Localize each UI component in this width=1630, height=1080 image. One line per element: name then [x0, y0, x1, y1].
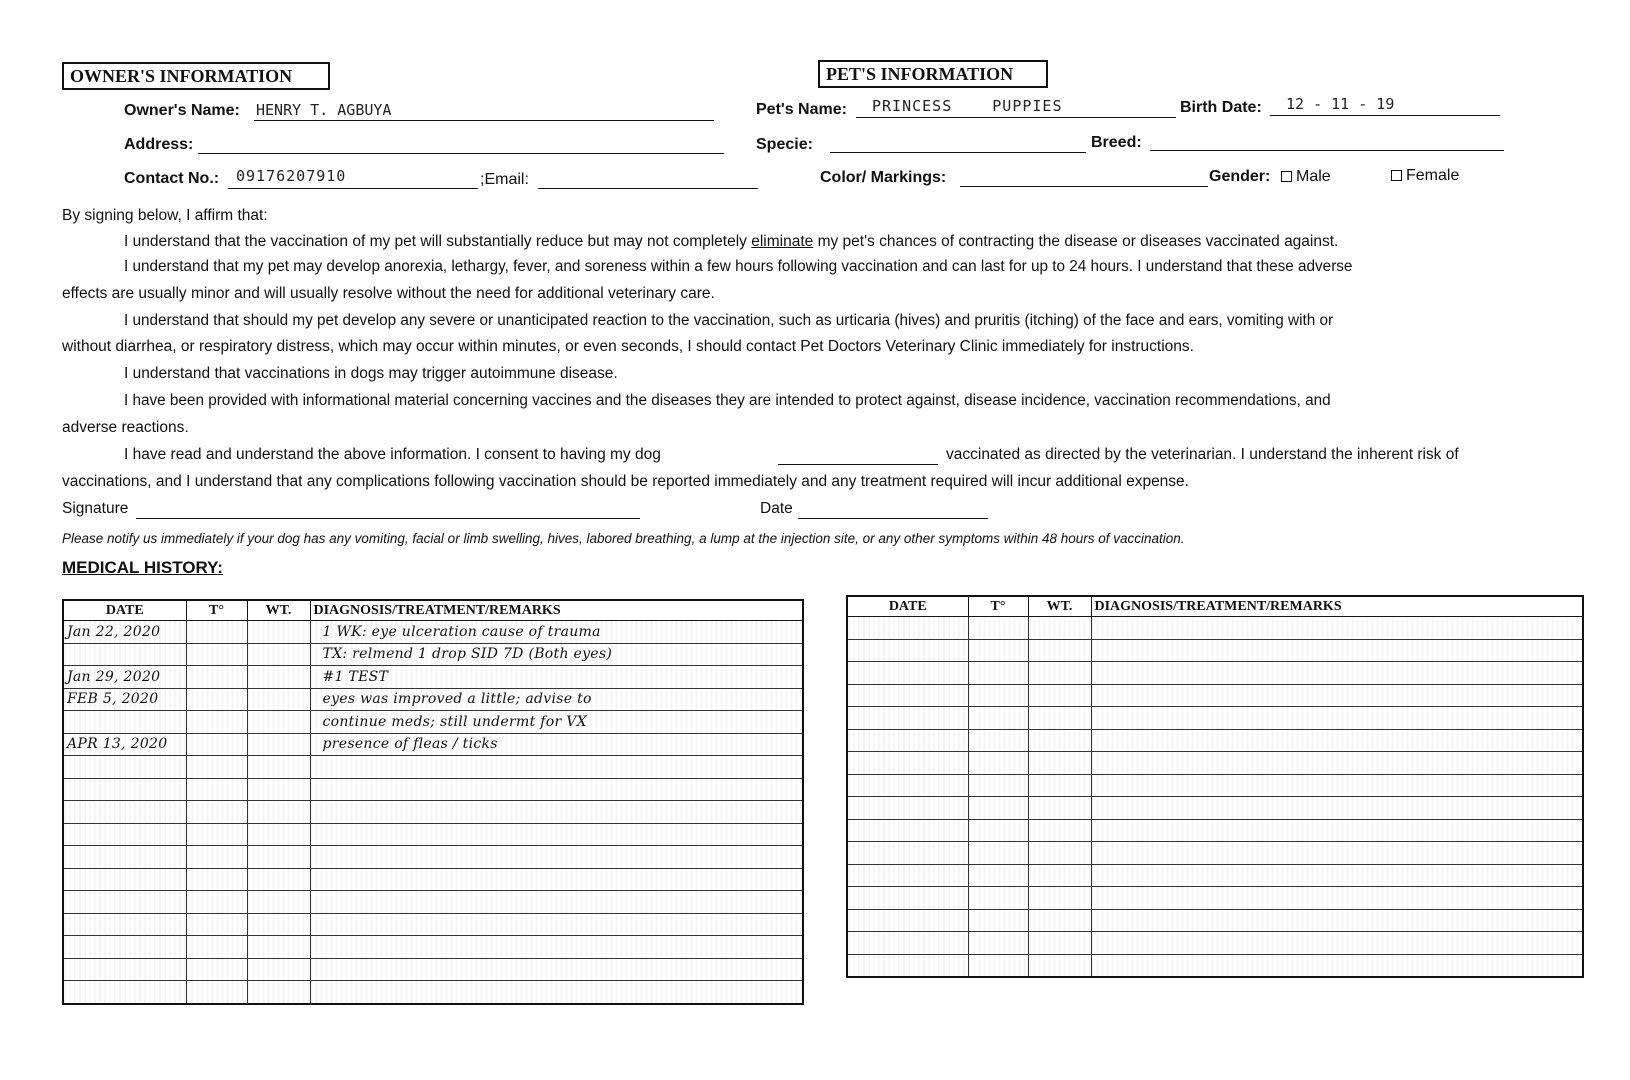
temp-cell[interactable]: [968, 707, 1028, 730]
weight-cell[interactable]: [247, 666, 310, 689]
breed-label: Breed:: [1091, 134, 1142, 151]
table-row: [847, 797, 1583, 820]
pet-name-label: Pet's Name:: [756, 101, 847, 118]
owner-name-value[interactable]: HENRY T. AGBUYA: [256, 101, 392, 119]
temp-cell[interactable]: [968, 864, 1028, 887]
remarks-cell[interactable]: [310, 891, 803, 914]
weight-cell[interactable]: [247, 756, 310, 779]
remarks-cell[interactable]: [1091, 954, 1583, 977]
temp-cell[interactable]: [968, 662, 1028, 685]
date-cell[interactable]: [847, 797, 968, 820]
remarks-cell[interactable]: [310, 913, 803, 936]
table-row: [847, 842, 1583, 865]
handwritten-remarks: eyes was improved a little; advise to: [322, 691, 592, 708]
consent-paragraph-6-line-2: vaccinations, and I understand that any complications following vaccination should be reported immediately and any treatment required will incur additional expense.: [62, 473, 1189, 490]
weight-cell[interactable]: [247, 868, 310, 891]
date-cell[interactable]: [847, 752, 968, 775]
weight-cell[interactable]: [247, 643, 310, 666]
owner-name-line: [254, 120, 714, 121]
temp-cell[interactable]: [968, 954, 1028, 977]
remarks-cell[interactable]: [1091, 707, 1583, 730]
temp-cell[interactable]: [186, 621, 247, 644]
table-row: [847, 752, 1583, 775]
temp-cell[interactable]: [968, 729, 1028, 752]
temp-cell[interactable]: [968, 752, 1028, 775]
header-date: DATE: [63, 600, 186, 621]
date-line[interactable]: [798, 518, 988, 519]
table-row: [63, 981, 803, 1004]
temp-cell[interactable]: [968, 819, 1028, 842]
table-row: [63, 823, 803, 846]
remarks-cell[interactable]: [1091, 774, 1583, 797]
table-row: [847, 662, 1583, 685]
table-row: [847, 639, 1583, 662]
date-cell[interactable]: [63, 868, 186, 891]
date-cell[interactable]: [847, 617, 968, 640]
table-row: [847, 932, 1583, 955]
weight-cell[interactable]: [247, 913, 310, 936]
temp-cell[interactable]: [186, 981, 247, 1004]
weight-cell[interactable]: [247, 688, 310, 711]
remarks-cell[interactable]: [1091, 887, 1583, 910]
handwritten-date: APR 13, 2020: [67, 736, 168, 753]
remarks-cell[interactable]: [1091, 752, 1583, 775]
weight-cell[interactable]: [1028, 707, 1091, 730]
header-remarks: DIAGNOSIS/TREATMENT/REMARKS: [1091, 596, 1583, 617]
date-cell[interactable]: [63, 643, 186, 666]
remarks-cell[interactable]: [1091, 797, 1583, 820]
weight-cell[interactable]: [1028, 932, 1091, 955]
consent-paragraph-2-line-1: I understand that my pet may develop anorexia, lethargy, fever, and soreness within a few hours following vaccination and can last for up to 24 hours. I understand that these adverse: [124, 258, 1353, 275]
weight-cell[interactable]: [1028, 662, 1091, 685]
medical-history-table-left: [62, 599, 804, 1005]
date-cell[interactable]: [847, 819, 968, 842]
weight-cell[interactable]: [247, 711, 310, 734]
weight-cell[interactable]: [247, 778, 310, 801]
table-row: [847, 774, 1583, 797]
temp-cell[interactable]: [186, 913, 247, 936]
temp-cell[interactable]: [186, 643, 247, 666]
temp-cell[interactable]: [968, 684, 1028, 707]
table-row: [63, 891, 803, 914]
temp-cell[interactable]: [968, 797, 1028, 820]
date-cell[interactable]: [847, 639, 968, 662]
weight-cell[interactable]: [1028, 774, 1091, 797]
table-header-row: [63, 600, 803, 621]
weight-cell[interactable]: [1028, 819, 1091, 842]
weight-cell[interactable]: [1028, 617, 1091, 640]
date-cell[interactable]: [847, 932, 968, 955]
header-weight: WT.: [1028, 596, 1091, 617]
remarks-cell[interactable]: [310, 868, 803, 891]
date-cell[interactable]: [63, 621, 186, 644]
remarks-cell[interactable]: [310, 756, 803, 779]
date-cell[interactable]: [847, 842, 968, 865]
weight-cell[interactable]: [1028, 842, 1091, 865]
remarks-cell[interactable]: [1091, 639, 1583, 662]
date-cell[interactable]: [63, 778, 186, 801]
table-row: [847, 617, 1583, 640]
gender-male-label: Male: [1296, 168, 1331, 185]
date-cell[interactable]: [847, 774, 968, 797]
consent-p1-start: I understand that the vaccination of my pet will substantially reduce but may not completely: [124, 233, 752, 250]
temp-cell[interactable]: [186, 823, 247, 846]
date-cell[interactable]: [847, 707, 968, 730]
pet-section-title: PET'S INFORMATION: [818, 60, 1048, 88]
gender-male-option[interactable]: [1281, 168, 1331, 186]
date-label: Date: [760, 500, 793, 517]
table-row: [847, 954, 1583, 977]
consent-paragraph-6-end: vaccinated as directed by the veterinarian. I understand the inherent risk of: [946, 446, 1459, 463]
weight-cell[interactable]: [1028, 887, 1091, 910]
table-row: [63, 846, 803, 869]
birth-date-label: Birth Date:: [1180, 99, 1262, 116]
table-row: [63, 778, 803, 801]
date-cell[interactable]: [847, 662, 968, 685]
female-checkbox[interactable]: [1391, 170, 1402, 181]
temp-cell[interactable]: [968, 909, 1028, 932]
temp-cell[interactable]: [968, 639, 1028, 662]
weight-cell[interactable]: [1028, 729, 1091, 752]
color-markings-label: Color/ Markings:: [820, 169, 947, 186]
table-row: [847, 819, 1583, 842]
date-cell[interactable]: [847, 887, 968, 910]
handwritten-remarks: 1 WK: eye ulceration cause of trauma: [322, 623, 601, 640]
temp-cell[interactable]: [968, 932, 1028, 955]
table-row: [847, 707, 1583, 730]
remarks-cell[interactable]: [310, 846, 803, 869]
temp-cell[interactable]: [968, 774, 1028, 797]
weight-cell[interactable]: [247, 891, 310, 914]
handwritten-remarks: presence of fleas / ticks: [322, 736, 498, 753]
date-cell[interactable]: [63, 756, 186, 779]
temp-cell[interactable]: [186, 801, 247, 824]
weight-cell[interactable]: [1028, 684, 1091, 707]
consent-paragraph-5-line-2: adverse reactions.: [62, 419, 189, 436]
weight-cell[interactable]: [247, 733, 310, 756]
remarks-cell[interactable]: [310, 711, 803, 734]
owner-name-label: Owner's Name:: [124, 102, 240, 119]
table-row: [847, 729, 1583, 752]
table-row: [847, 887, 1583, 910]
date-cell[interactable]: [847, 954, 968, 977]
date-cell[interactable]: [847, 909, 968, 932]
table-header-row: [847, 596, 1583, 617]
weight-cell[interactable]: [247, 958, 310, 981]
handwritten-date: Jan 22, 2020: [67, 623, 161, 640]
address-label: Address:: [124, 136, 194, 153]
consent-paragraph-3-line-1: I understand that should my pet develop any severe or unanticipated reaction to the vaccination, such as urticaria (hives) and pruritis (itching) of the face and ears, vomiting with or: [124, 312, 1334, 329]
temp-cell[interactable]: [968, 617, 1028, 640]
email-line: [538, 188, 758, 189]
table-row: [63, 733, 803, 756]
temp-cell[interactable]: [186, 666, 247, 689]
header-weight: WT.: [247, 600, 310, 621]
table-row: [847, 909, 1583, 932]
temp-cell[interactable]: [186, 778, 247, 801]
header-remarks: DIAGNOSIS/TREATMENT/REMARKS: [310, 600, 803, 621]
table-row: [63, 913, 803, 936]
date-cell[interactable]: [63, 823, 186, 846]
date-cell[interactable]: [847, 864, 968, 887]
temp-cell[interactable]: [186, 846, 247, 869]
table-row: [63, 801, 803, 824]
table-row: [63, 643, 803, 666]
weight-cell[interactable]: [1028, 864, 1091, 887]
weight-cell[interactable]: [247, 981, 310, 1004]
date-cell[interactable]: [63, 913, 186, 936]
consent-paragraph-3-line-2: without diarrhea, or respiratory distress, which may occur within minutes, or even seconds, I should contact Pet Doctors Veterinary Clinic immediately for instructions.: [62, 338, 1194, 355]
temp-cell[interactable]: [186, 891, 247, 914]
remarks-cell[interactable]: [1091, 662, 1583, 685]
temp-cell[interactable]: [968, 887, 1028, 910]
remarks-cell[interactable]: [1091, 617, 1583, 640]
contact-value[interactable]: 09176207910: [236, 167, 347, 185]
date-cell[interactable]: [63, 733, 186, 756]
temp-cell[interactable]: [186, 958, 247, 981]
signature-line[interactable]: [136, 518, 640, 519]
weight-cell[interactable]: [1028, 954, 1091, 977]
date-cell[interactable]: [63, 981, 186, 1004]
specie-label: Specie:: [756, 136, 813, 153]
remarks-cell[interactable]: [1091, 864, 1583, 887]
consent-p1-end: my pet's chances of contracting the disease or diseases vaccinated against.: [813, 233, 1339, 250]
specie-line: [830, 152, 1086, 153]
remarks-cell[interactable]: [310, 733, 803, 756]
weight-cell[interactable]: [1028, 752, 1091, 775]
remarks-cell[interactable]: [310, 666, 803, 689]
consent-paragraph-6-start: I have read and understand the above information. I consent to having my dog: [124, 446, 661, 463]
table-row: [847, 684, 1583, 707]
breed-line: [1150, 150, 1504, 151]
notice-text: Please notify us immediately if your dog has any vomiting, facial or limb swelling, hives, labored breathing, a lump at the injection site, or any other symptoms within 48 hours of vaccination.: [62, 531, 1185, 546]
remarks-cell[interactable]: [310, 621, 803, 644]
table-row: [63, 756, 803, 779]
color-markings-line: [960, 186, 1208, 187]
consent-paragraph-5-line-1: I have been provided with informational material concerning vaccines and the diseases they are intended to protect against, disease incidence, vaccination recommendations, and: [124, 392, 1331, 409]
table-row: [847, 864, 1583, 887]
handwritten-remarks: #1 TEST: [322, 668, 389, 685]
date-cell[interactable]: [847, 684, 968, 707]
consent-p1-underlined: eliminate: [751, 233, 814, 250]
remarks-cell[interactable]: [1091, 729, 1583, 752]
header-date: DATE: [847, 596, 968, 617]
table-row: [63, 958, 803, 981]
date-cell[interactable]: [63, 936, 186, 959]
medical-history-table-right: [846, 595, 1584, 978]
handwritten-remarks: continue meds; still undermt for VX: [322, 713, 587, 730]
remarks-cell[interactable]: [310, 958, 803, 981]
table-row: [63, 666, 803, 689]
remarks-cell[interactable]: [310, 688, 803, 711]
remarks-cell[interactable]: [310, 936, 803, 959]
remarks-cell[interactable]: [310, 981, 803, 1004]
date-cell[interactable]: [63, 891, 186, 914]
date-cell[interactable]: [63, 801, 186, 824]
weight-cell[interactable]: [247, 846, 310, 869]
gender-female-option[interactable]: [1391, 167, 1459, 185]
table-row: [63, 936, 803, 959]
owner-section-title: OWNER'S INFORMATION: [62, 62, 330, 90]
birth-date-value[interactable]: 12 - 11 - 19: [1286, 95, 1395, 113]
weight-cell[interactable]: [1028, 639, 1091, 662]
temp-cell[interactable]: [186, 868, 247, 891]
signature-label: Signature: [62, 500, 129, 517]
remarks-cell[interactable]: [310, 823, 803, 846]
date-cell[interactable]: [847, 729, 968, 752]
handwritten-remarks: TX: relmend 1 drop SID 7D (Both eyes): [322, 646, 613, 663]
weight-cell[interactable]: [1028, 909, 1091, 932]
remarks-cell[interactable]: [310, 643, 803, 666]
remarks-cell[interactable]: [310, 778, 803, 801]
weight-cell[interactable]: [247, 936, 310, 959]
table-row: [63, 711, 803, 734]
medical-history-title: MEDICAL HISTORY:: [62, 558, 223, 577]
temp-cell[interactable]: [968, 842, 1028, 865]
consent-intro: By signing below, I affirm that:: [62, 207, 268, 224]
date-cell[interactable]: [63, 958, 186, 981]
table-row: [63, 621, 803, 644]
remarks-cell[interactable]: [1091, 819, 1583, 842]
remarks-cell[interactable]: [1091, 909, 1583, 932]
remarks-cell[interactable]: [1091, 932, 1583, 955]
date-cell[interactable]: [63, 688, 186, 711]
remarks-cell[interactable]: [1091, 684, 1583, 707]
pet-name-line: [856, 117, 1176, 118]
contact-label: Contact No.:: [124, 170, 220, 187]
weight-cell[interactable]: [1028, 797, 1091, 820]
temp-cell[interactable]: [186, 688, 247, 711]
weight-cell[interactable]: [247, 621, 310, 644]
temp-cell[interactable]: [186, 711, 247, 734]
handwritten-date: Jan 29, 2020: [67, 668, 161, 685]
consent-paragraph-1: [124, 233, 1338, 251]
address-line: [198, 153, 724, 154]
pet-name-value[interactable]: PRINCESS PUPPIES: [872, 97, 1063, 115]
contact-line: [228, 188, 478, 189]
birth-date-line: [1270, 115, 1500, 116]
header-temp: T°: [968, 596, 1028, 617]
gender-female-label: Female: [1406, 167, 1460, 184]
temp-cell[interactable]: [186, 733, 247, 756]
temp-cell[interactable]: [186, 756, 247, 779]
date-cell[interactable]: [63, 711, 186, 734]
table-row: [63, 688, 803, 711]
date-cell[interactable]: [63, 666, 186, 689]
dog-name-blank[interactable]: [778, 464, 938, 465]
gender-label: Gender:: [1209, 168, 1271, 185]
header-temp: T°: [186, 600, 247, 621]
remarks-cell[interactable]: [310, 801, 803, 824]
table-row: [63, 868, 803, 891]
consent-paragraph-2-line-2: effects are usually minor and will usually resolve without the need for additional veterinary care.: [62, 285, 715, 302]
remarks-cell[interactable]: [1091, 842, 1583, 865]
male-checkbox[interactable]: [1281, 171, 1292, 182]
email-label: ;Email:: [480, 171, 529, 188]
handwritten-date: FEB 5, 2020: [67, 691, 159, 708]
weight-cell[interactable]: [247, 801, 310, 824]
temp-cell[interactable]: [186, 936, 247, 959]
consent-paragraph-4: I understand that vaccinations in dogs may trigger autoimmune disease.: [124, 365, 618, 382]
date-cell[interactable]: [63, 846, 186, 869]
weight-cell[interactable]: [247, 823, 310, 846]
